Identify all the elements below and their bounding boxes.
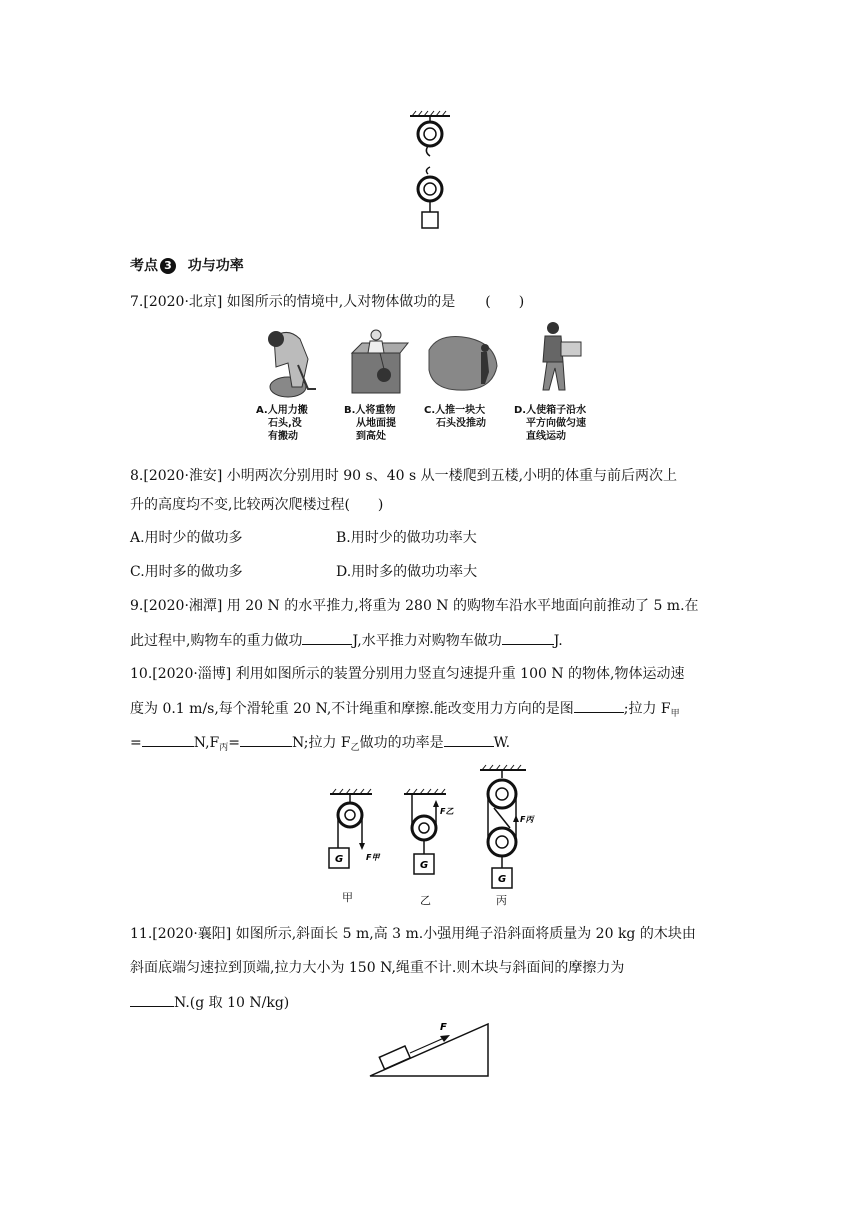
q10-pulley-figure-yi — [400, 788, 460, 888]
q7-caption-c — [424, 404, 486, 430]
q11-incline-figure — [368, 1020, 493, 1080]
q10-text-power: 做功的功率是 — [359, 735, 444, 751]
caption-line: B.人将重物 — [344, 405, 396, 416]
q11-line-1: 11.[2020·襄阳] 如图所示,斜面长 5 m,高 3 m.小强用绳子沿斜面将质量为 20 kg 的木块由 — [130, 926, 696, 942]
q9-blank-push-work[interactable] — [502, 630, 554, 645]
q7-stem — [130, 292, 524, 312]
caption-line: 直线运动 — [526, 431, 566, 442]
q10-weight-label-bing: G — [498, 874, 507, 885]
caption-line: 从地面提 — [356, 418, 396, 429]
q8-option-a: A.用时少的做功多 — [130, 530, 243, 546]
q9-blank-gravity-work[interactable] — [302, 630, 352, 645]
q10-blank-f-jia[interactable] — [142, 732, 194, 747]
pulley-system-figure-top — [400, 110, 460, 235]
q7-illustration-b — [350, 325, 410, 397]
q10-figure-label-yi: 乙 — [420, 894, 431, 907]
q9-line-2 — [130, 630, 563, 651]
q10-text-eq: = — [130, 735, 142, 751]
q10-subscript-jia: 甲 — [670, 709, 680, 719]
q10-force-label-jia: F甲 — [366, 853, 380, 862]
section-heading — [130, 256, 244, 276]
q10-text-eq2: = — [228, 735, 241, 751]
q10-figure-label-jia: 甲 — [342, 891, 353, 904]
q8-option-b: B.用时少的做功功率大 — [336, 530, 477, 546]
q10-force-label-bing: F丙 — [520, 815, 534, 824]
section-prefix: 考点 — [130, 258, 158, 274]
q11-line-3 — [130, 992, 289, 1013]
q10-force-label-yi: F乙 — [440, 807, 454, 816]
q7-illustration-d — [535, 320, 585, 395]
caption-line: D.人使箱子沿水 — [514, 405, 587, 416]
q10-figure-label-bing: 丙 — [496, 894, 507, 907]
q10-blank-power[interactable] — [444, 732, 494, 747]
q11-blank-friction[interactable] — [130, 992, 174, 1007]
q10-subscript-bing: 丙 — [219, 743, 229, 753]
q11-text-end: N.(g 取 10 N/kg) — [174, 995, 290, 1011]
q10-blank-f-bing[interactable] — [240, 732, 292, 747]
q10-line-1: 10.[2020·淄博] 利用如图所示的装置分别用力竖直匀速提升重 100 N 的物体,物体运动速 — [130, 666, 685, 682]
q10-line-2 — [130, 698, 680, 724]
caption-line: 石头没推动 — [436, 418, 486, 429]
section-title: 功与功率 — [187, 258, 244, 274]
q9-text-c: J. — [553, 633, 563, 649]
q7-illustration-c — [425, 330, 505, 394]
q9-line-1: 9.[2020·湘潭] 用 20 N 的水平推力,将重为 280 N 的购物车沿水平地面向前推动了 5 m.在 — [130, 598, 699, 614]
q7-text: 7.[2020·北京] 如图所示的情境中,人对物体做功的是 — [130, 294, 456, 310]
q8-option-d: D.用时多的做功功率大 — [336, 564, 478, 580]
q7-answer-paren: ( ) — [485, 294, 525, 310]
q11-line-2: 斜面底端匀速拉到顶端,拉力大小为 150 N,绳重不计.则木块与斜面间的摩擦力为 — [130, 960, 625, 976]
q7-illustration-a — [258, 325, 324, 400]
q10-line-3 — [130, 732, 510, 758]
q10-text-b: ;拉力 F — [623, 701, 671, 717]
q8-option-c: C.用时多的做功多 — [130, 564, 243, 580]
q8-line-1: 8.[2020·淮安] 小明两次分别用时 90 s、40 s 从一楼爬到五楼,小明的体重与前后两次上 — [130, 468, 678, 484]
q10-text-n-f2: N;拉力 F — [292, 735, 351, 751]
q10-subscript-yi: 乙 — [350, 743, 360, 753]
q11-force-label: F — [440, 1022, 447, 1033]
caption-line: 石头,没 — [268, 418, 302, 429]
caption-line: 平方向做匀速 — [526, 418, 586, 429]
q10-blank-figure[interactable] — [574, 698, 624, 713]
q10-pulley-figure-jia — [326, 788, 381, 884]
q10-weight-label-yi: G — [420, 860, 429, 871]
q8-line-2: 升的高度均不变,比较两次爬楼过程( ) — [130, 497, 384, 513]
q7-caption-d — [514, 404, 586, 443]
section-number-badge: 3 — [160, 258, 176, 274]
caption-line: A.人用力搬 — [256, 405, 308, 416]
caption-line: 到高处 — [356, 431, 386, 442]
q10-text-n-f: N,F — [193, 735, 220, 751]
q10-text-w: W. — [493, 735, 511, 751]
q9-text-a: 此过程中,购物车的重力做功 — [130, 633, 303, 649]
q9-text-b: J,水平推力对购物车做功 — [352, 633, 502, 649]
q10-weight-label-jia: G — [335, 854, 344, 865]
q10-text-a: 度为 0.1 m/s,每个滑轮重 20 N,不计绳重和摩擦.能改变用力方向的是图 — [130, 701, 574, 717]
q10-pulley-figure-bing — [478, 764, 538, 894]
caption-line: 有搬动 — [268, 431, 298, 442]
q7-caption-a — [256, 404, 308, 443]
caption-line: C.人推一块大 — [424, 405, 486, 416]
q7-caption-b — [344, 404, 396, 443]
